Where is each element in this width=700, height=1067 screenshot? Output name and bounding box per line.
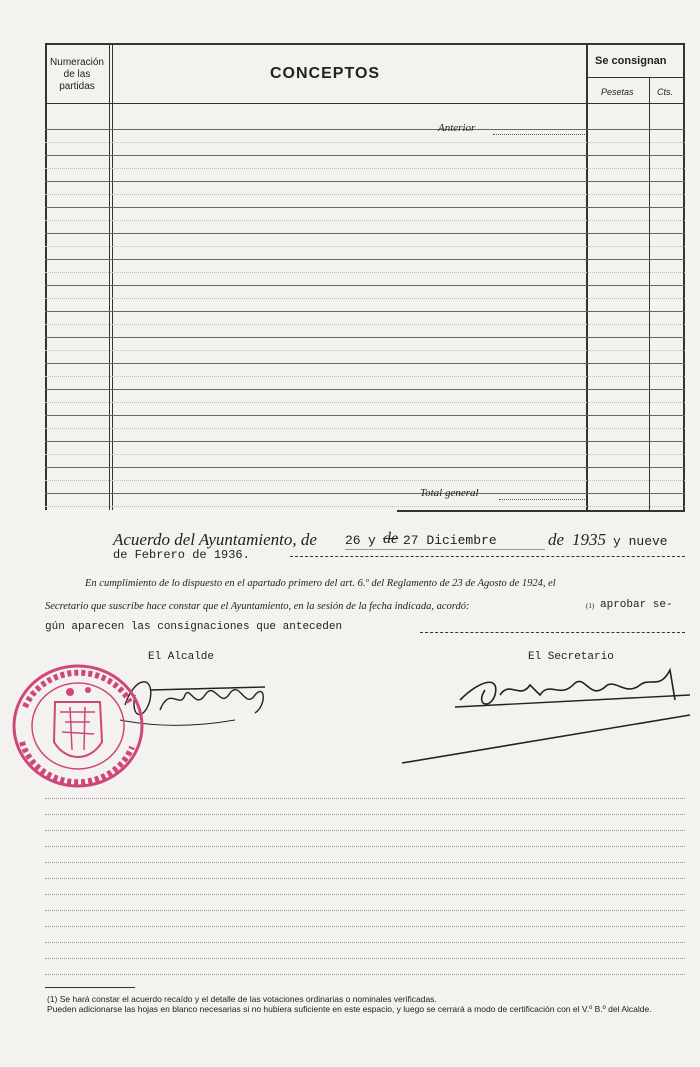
agreement-de-year: de <box>548 530 565 549</box>
blank-ruled-line <box>45 798 685 799</box>
anterior-label: Anterior <box>438 122 476 134</box>
table-row-subline <box>45 350 685 351</box>
agreement-day1: 26 <box>345 533 361 548</box>
table-row-line <box>45 181 685 182</box>
table-row-line <box>45 285 685 286</box>
table-row-subline <box>45 506 685 507</box>
table-row-line <box>45 259 685 260</box>
blank-ruled-line <box>45 974 685 975</box>
table-row-line <box>45 129 685 130</box>
table-row-subline <box>45 480 685 481</box>
handwritten-line2: gún aparecen las consignaciones que anteceden <box>45 621 343 633</box>
consignan-header: Se consignan <box>595 55 667 67</box>
agreement-continuation1: y nueve <box>613 534 668 549</box>
blank-ruled-line <box>45 958 685 959</box>
table-row-line <box>45 467 685 468</box>
table-row-subline <box>45 428 685 429</box>
table-row-subline <box>45 324 685 325</box>
blank-ruled-line <box>45 942 685 943</box>
agreement-heading: Acuerdo del Ayuntamiento, de <box>113 530 317 549</box>
pesetas-header: Pesetas <box>601 87 634 97</box>
blank-ruled-line <box>45 926 685 927</box>
numeracion-header: Numeración de las partidas <box>50 57 104 92</box>
table-row-line <box>45 363 685 364</box>
blank-ruled-line <box>45 910 685 911</box>
footnote-mark: (1) <box>586 602 595 610</box>
agreement-day2-month: 27 Diciembre <box>403 533 497 548</box>
table-row-subline <box>45 220 685 221</box>
blank-ruled-line <box>45 878 685 879</box>
total-general-label: Total general <box>420 487 479 499</box>
agreement-de-struck: de <box>383 530 399 547</box>
footnote-line1: (1) Se hará constar el acuerdo recaído y el detalle de las votaciones ordinarias o nominales verificadas. <box>47 994 437 1004</box>
table-row-subline <box>45 298 685 299</box>
blank-ruled-line <box>45 830 685 831</box>
blank-ruled-line <box>45 894 685 895</box>
table-row-line <box>45 389 685 390</box>
blank-ruled-line <box>45 814 685 815</box>
table-row-subline <box>45 454 685 455</box>
table-row-subline <box>45 194 685 195</box>
table-row-subline <box>45 168 685 169</box>
blank-ruled-line <box>45 846 685 847</box>
cts-header: Cts. <box>657 87 674 97</box>
table-row-line <box>45 155 685 156</box>
table-row-subline <box>45 272 685 273</box>
secretario-signature <box>400 655 695 770</box>
secretario-label: El Secretario <box>528 651 614 663</box>
table-row-subline <box>45 142 685 143</box>
body-line1: En cumplimiento de lo dispuesto en el apartado primero del art. 6.º del Reglamento de 23 de Agosto de 1924, el <box>85 578 556 589</box>
agreement-continuation2: de Febrero de 1936. <box>113 548 250 562</box>
agreement-y-struck: y <box>368 533 376 548</box>
table-row-line <box>45 415 685 416</box>
conceptos-header: CONCEPTOS <box>270 65 381 82</box>
table-row-line <box>45 337 685 338</box>
agreement-year: 1935 <box>572 530 606 549</box>
table-row-subline <box>45 402 685 403</box>
table-row-subline <box>45 246 685 247</box>
handwritten-line1: aprobar se- <box>600 599 673 611</box>
table-row-subline <box>45 376 685 377</box>
footnote-line2: Pueden adicionarse las hojas en blanco necesarias si no hubiera suficiente en este espacio, y luego se cerrará a modo de certificación con el V.º B.º del Alcalde. <box>47 1004 652 1014</box>
table-row-line <box>45 441 685 442</box>
municipal-seal <box>10 662 146 790</box>
body-line2: Secretario que suscribe hace constar que el Ayuntamiento, en la sesión de la fecha indicada, acordó: <box>45 601 470 612</box>
blank-ruled-line <box>45 862 685 863</box>
alcalde-label: El Alcalde <box>148 651 215 663</box>
table-row-line <box>45 311 685 312</box>
table-row-line <box>45 493 685 494</box>
budget-table <box>45 43 685 513</box>
table-row-line <box>45 207 685 208</box>
table-row-line <box>45 233 685 234</box>
